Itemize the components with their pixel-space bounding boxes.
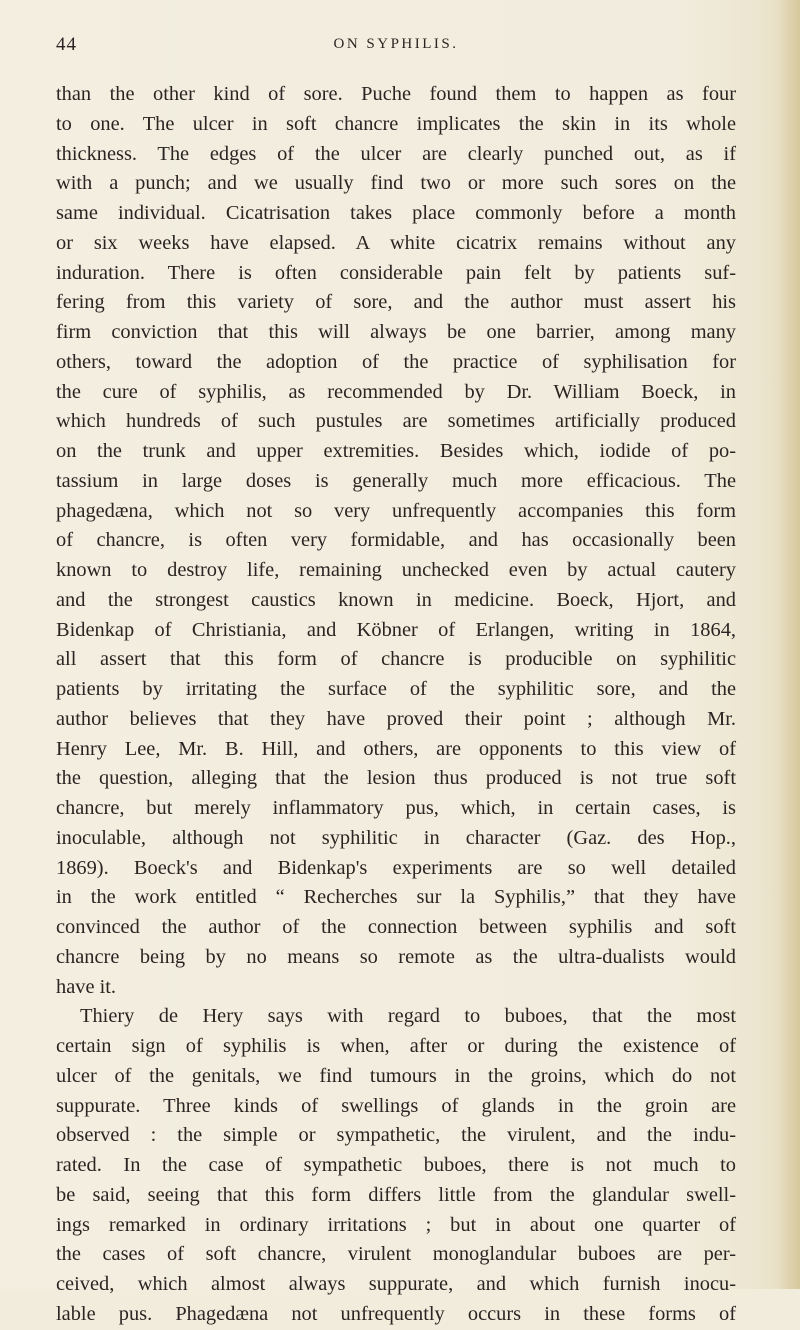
- text-line: of chancre, is often very formidable, and has occasionally been: [56, 529, 736, 552]
- text-line: thickness. The edges of the ulcer are clearly punched out, as if: [56, 142, 736, 165]
- text-line: the cases of soft chancre, virulent monoglandular buboes are per-: [56, 1243, 736, 1266]
- text-line: than the other kind of sore. Puche found them to happen as four: [56, 83, 736, 105]
- text-line: fering from this variety of sore, and the author must assert his: [56, 291, 736, 314]
- text-line: chancre being by no means so remote as the ultra-dualists would: [56, 945, 736, 968]
- text-line: ulcer of the genitals, we find tumours in the groins, which do not: [56, 1064, 736, 1087]
- text-line: in the work entitled “ Recherches sur la Syphilis,” that they have: [56, 886, 736, 909]
- text-line: the question, alleging that the lesion thus produced is not true soft: [56, 767, 736, 790]
- text-line: the cure of syphilis, as recommended by Dr. William Boeck, in: [56, 380, 736, 403]
- text-line: convinced the author of the connection between syphilis and soft: [56, 916, 736, 938]
- text-line: on the trunk and upper extremities. Besides which, iodide of po-: [56, 440, 736, 462]
- text-line: lable pus. Phagedæna not unfrequently occurs in these forms of: [56, 1302, 736, 1325]
- text-line: 1869). Boeck's and Bidenkap's experiments are so well detailed: [56, 856, 736, 879]
- page-edge-shading: [778, 0, 800, 1289]
- text-line: chancre, but merely inflammatory pus, which, in certain cases, is: [56, 797, 736, 819]
- text-line: others, toward the adoption of the practice of syphilisation for: [56, 350, 736, 373]
- text-line: patients by irritating the surface of the syphilitic sore, and the: [56, 678, 736, 700]
- text-line: which hundreds of such pustules are sometimes artificially produced: [56, 410, 736, 433]
- page-header: [56, 34, 736, 58]
- text-line: tassium in large doses is generally much more efficacious. The: [56, 469, 736, 492]
- text-line: certain sign of syphilis is when, after or during the existence of: [56, 1035, 736, 1057]
- text-line: Henry Lee, Mr. B. Hill, and others, are opponents to this view of: [56, 737, 736, 760]
- text-line: author believes that they have proved their point ; although Mr.: [56, 707, 736, 730]
- body-text: [56, 80, 736, 1330]
- text-line: or six weeks have elapsed. A white cicatrix remains without any: [56, 231, 736, 254]
- text-line: induration. There is often considerable pain felt by patients suf-: [56, 261, 736, 284]
- text-line: known to destroy life, remaining unchecked even by actual cautery: [56, 559, 736, 581]
- text-line: Bidenkap of Christiania, and Köbner of Erlangen, writing in 1864,: [56, 618, 736, 641]
- page-number: 44: [56, 34, 77, 55]
- text-line: inoculable, although not syphilitic in character (Gaz. des Hop.,: [56, 826, 736, 849]
- text-line: have it.: [56, 975, 117, 998]
- text-line: with a punch; and we usually find two or more such sores on the: [56, 172, 736, 195]
- text-line: and the strongest caustics known in medicine. Boeck, Hjort, and: [56, 588, 736, 611]
- text-line: firm conviction that this will always be one barrier, among many: [56, 321, 736, 343]
- text-line: ceived, which almost always suppurate, and which furnish inocu-: [56, 1273, 736, 1295]
- text-line: Thiery de Hery says with regard to buboes, that the most: [80, 1005, 736, 1028]
- text-line: ings remarked in ordinary irritations ; but in about one quarter of: [56, 1213, 736, 1236]
- text-line: same individual. Cicatrisation takes place commonly before a month: [56, 202, 736, 224]
- text-line: to one. The ulcer in soft chancre implicates the skin in its whole: [56, 112, 736, 135]
- text-line: rated. In the case of sympathetic buboes, there is not much to: [56, 1154, 736, 1176]
- running-head: ON SYPHILIS.: [333, 36, 459, 52]
- text-line: be said, seeing that this form differs little from the glandular swell-: [56, 1183, 736, 1206]
- text-line: phagedæna, which not so very unfrequently accompanies this form: [56, 499, 736, 522]
- text-line: suppurate. Three kinds of swellings of glands in the groin are: [56, 1094, 736, 1117]
- text-line: all assert that this form of chancre is producible on syphilitic: [56, 648, 736, 671]
- text-line: observed : the simple or sympathetic, the virulent, and the indu-: [56, 1124, 736, 1147]
